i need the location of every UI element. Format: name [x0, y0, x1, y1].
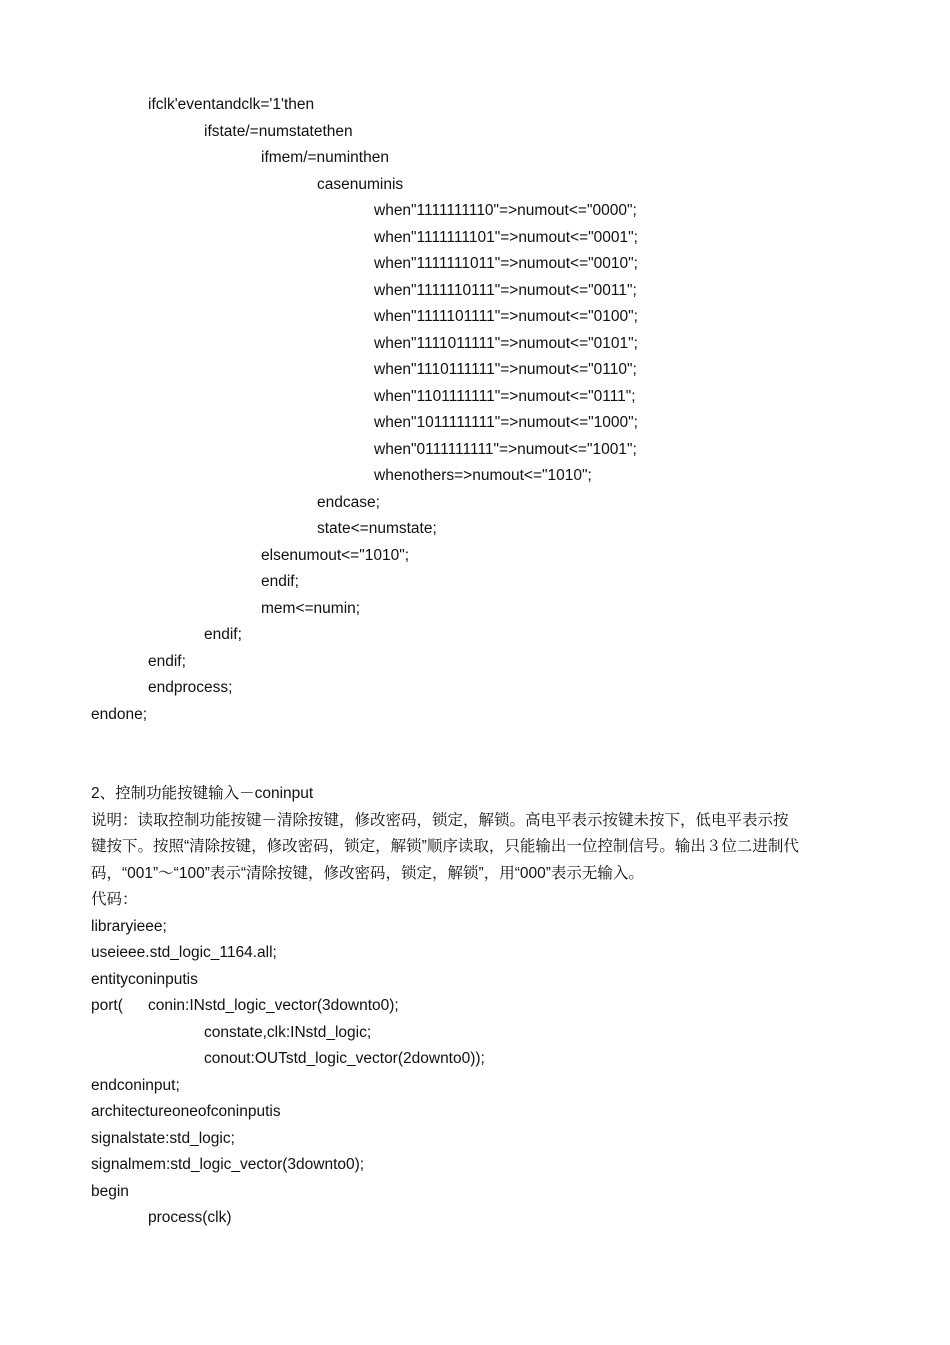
- code-line: endif;: [148, 653, 186, 670]
- code-line: endif;: [261, 573, 299, 590]
- code-line: signalstate:std_logic;: [91, 1130, 235, 1147]
- description-line: 键按下。按照“清除按键，修改密码，锁定，解锁”顺序读取，只能输出一位控制信号。输出３位二进制代: [91, 838, 799, 855]
- code-line-prefix: port(: [91, 997, 123, 1014]
- code-line: casenuminis: [317, 176, 404, 193]
- description-line: 说明：读取控制功能按键－清除按键，修改密码，锁定，解锁。高电平表示按键未按下，低电平表示按: [91, 812, 789, 829]
- code-line: architectureoneofconinputis: [91, 1103, 281, 1120]
- code-line: endif;: [204, 626, 242, 643]
- code-label: 代码：: [91, 891, 138, 908]
- code-line: state<=numstate;: [317, 520, 437, 537]
- code-line: elsenumout<="1010";: [261, 547, 410, 564]
- code-line: constate,clk:INstd_logic;: [204, 1024, 372, 1041]
- code-line: when"0111111111"=>numout<="1001";: [374, 441, 637, 458]
- code-line: endprocess;: [148, 679, 233, 696]
- code-line: process(clk): [148, 1209, 232, 1226]
- code-line: ifclk'eventandclk='1'then: [148, 96, 315, 113]
- code-line: ifstate/=numstatethen: [204, 123, 353, 140]
- code-line: when"1110111111"=>numout<="0110";: [374, 361, 637, 378]
- code-line: useieee.std_logic_1164.all;: [91, 944, 277, 961]
- description-line: 码，“001”～“100”表示“清除按键，修改密码，锁定，解锁”，用“000”表示无输入。: [91, 865, 644, 882]
- code-line: endcase;: [317, 494, 380, 511]
- code-line: when"1111110111"=>numout<="0011";: [374, 282, 637, 299]
- code-line: begin: [91, 1183, 129, 1200]
- code-line: endconinput;: [91, 1077, 180, 1094]
- code-line: conin:INstd_logic_vector(3downto0);: [148, 997, 399, 1014]
- code-line: [91, 996, 123, 1016]
- code-line: conout:OUTstd_logic_vector(2downto0));: [204, 1050, 485, 1067]
- code-line: libraryieee;: [91, 918, 167, 935]
- code-line: when"1111101111"=>numout<="0100";: [374, 308, 638, 325]
- code-line: when"1011111111"=>numout<="1000";: [374, 414, 638, 431]
- code-line: when"1111111101"=>numout<="0001";: [374, 229, 638, 246]
- code-line: when"1111011111"=>numout<="0101";: [374, 335, 638, 352]
- code-line: entityconinputis: [91, 971, 198, 988]
- code-line: mem<=numin;: [261, 600, 361, 617]
- code-line: when"1111111110"=>numout<="0000";: [374, 202, 637, 219]
- code-line: ifmem/=numinthen: [261, 149, 389, 166]
- code-line: whenothers=>numout<="1010";: [374, 467, 592, 484]
- code-line: endone;: [91, 706, 148, 723]
- code-line: when"1111111011"=>numout<="0010";: [374, 255, 638, 272]
- code-line: when"1101111111"=>numout<="0111";: [374, 388, 636, 405]
- code-line: signalmem:std_logic_vector(3downto0);: [91, 1156, 365, 1173]
- section-heading: 2、控制功能按键输入－coninput: [91, 785, 314, 802]
